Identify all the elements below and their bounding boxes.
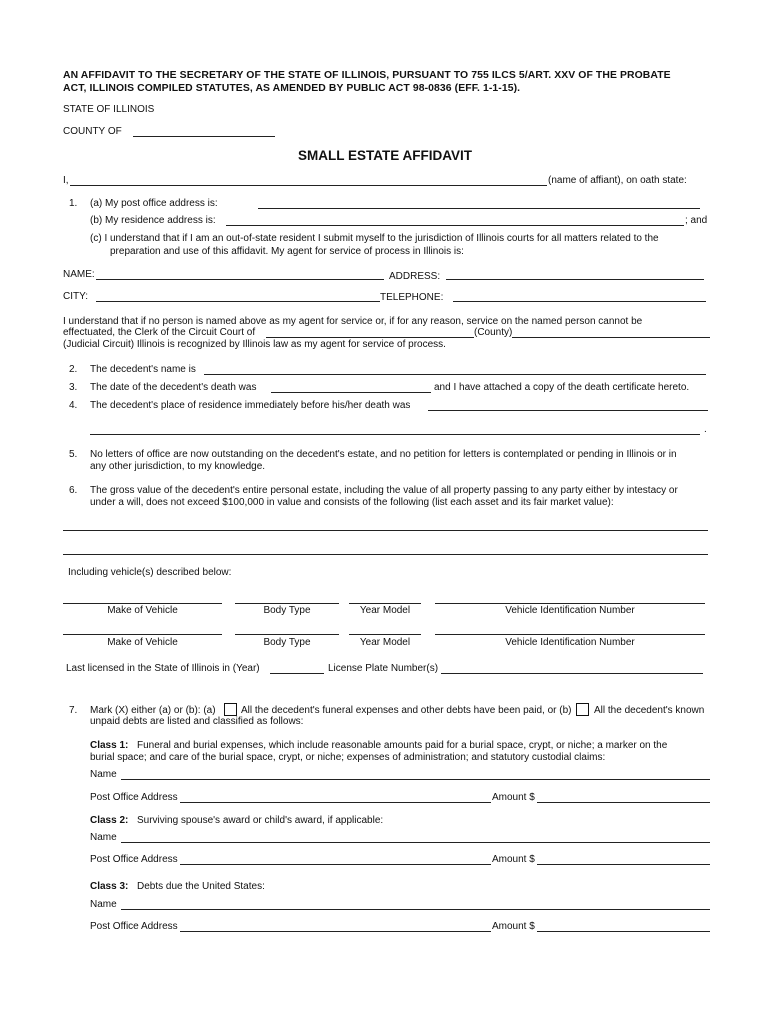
- agent-name-field[interactable]: [96, 279, 384, 280]
- class1-name-field[interactable]: [121, 779, 710, 780]
- county-field[interactable]: [133, 136, 275, 137]
- agent-telephone-label: TELEPHONE:: [380, 292, 444, 303]
- residence-address-field[interactable]: [226, 225, 684, 226]
- vehicle2-make-field[interactable]: [63, 634, 222, 635]
- class2-name-label: Name: [90, 832, 117, 843]
- vehicle1-make-field[interactable]: [63, 603, 222, 604]
- item1c-line1: (c) I understand that if I am an out-of-state resident I submit myself to the jurisdiction of Illinois courts for all matters related to the: [90, 233, 659, 244]
- vehicle2-year-label: Year Model: [359, 637, 411, 648]
- vehicle1-year-label: Year Model: [359, 605, 411, 616]
- vehicles-intro: Including vehicle(s) described below:: [68, 567, 232, 578]
- item1-number: 1.: [69, 198, 78, 209]
- item4-label: The decedent's place of residence immediately before his/her death was: [90, 400, 411, 411]
- class3-po-field[interactable]: [180, 931, 491, 932]
- class3-text: Debts due the United States:: [137, 881, 265, 892]
- vehicle1-vin-label: Vehicle Identification Number: [505, 605, 635, 616]
- item5-line2: any other jurisdiction, to my knowledge.: [90, 461, 266, 472]
- vehicle2-body-label: Body Type: [263, 637, 311, 648]
- checkbox-a[interactable]: [224, 703, 237, 716]
- class1-po-label: Post Office Address: [90, 792, 178, 803]
- vehicle1-body-label: Body Type: [263, 605, 311, 616]
- affiant-suffix: (name of affiant), on oath state:: [548, 175, 687, 186]
- judicial-circuit-field[interactable]: [512, 337, 710, 338]
- affiant-prefix: I,: [63, 175, 69, 186]
- item1b-end: ; and: [685, 215, 708, 226]
- item3-suffix: and I have attached a copy of the death certificate hereto.: [434, 382, 690, 393]
- item7-line1b: All the decedent's funeral expenses and other debts have been paid, or (b): [241, 705, 572, 716]
- residence-before-death-field[interactable]: [428, 410, 708, 411]
- affiant-name-field[interactable]: [70, 185, 547, 186]
- class3-po-label: Post Office Address: [90, 921, 178, 932]
- class2-po-field[interactable]: [180, 864, 491, 865]
- post-office-address-field[interactable]: [258, 208, 700, 209]
- page-title: SMALL ESTATE AFFIDAVIT: [298, 148, 472, 163]
- residence-before-death-field-2[interactable]: [90, 434, 700, 435]
- vehicle2-body-field[interactable]: [235, 634, 339, 635]
- class2-po-label: Post Office Address: [90, 854, 178, 865]
- item3-number: 3.: [69, 382, 78, 393]
- class2-name-field[interactable]: [121, 842, 710, 843]
- item2-number: 2.: [69, 364, 78, 375]
- class2-text: Surviving spouse's award or child's award, if applicable:: [137, 815, 384, 826]
- item7-line1c: All the decedent's known: [594, 705, 705, 716]
- agent-telephone-field[interactable]: [453, 301, 706, 302]
- class3-label: Class 3:: [90, 881, 129, 892]
- class3-amount-label: Amount $: [492, 921, 535, 932]
- vehicle1-body-field[interactable]: [235, 603, 339, 604]
- vehicle2-year-field[interactable]: [349, 634, 421, 635]
- understand-line2b: (County): [474, 327, 513, 338]
- class1-line1: Funeral and burial expenses, which include reasonable amounts paid for a burial space, crypt, or niche; a marker on the: [137, 740, 668, 751]
- class1-line2: burial space; and care of the burial space, crypt, or niche; expenses of administration; and statutory custodial claims:: [90, 752, 606, 763]
- item7-line1a: Mark (X) either (a) or (b): (a): [90, 705, 216, 716]
- checkbox-b[interactable]: [576, 703, 589, 716]
- item1c-line2: preparation and use of this affidavit. My agent for service of process in Illinois is:: [110, 246, 464, 257]
- item3-label: The date of the decedent's death was: [90, 382, 257, 393]
- class2-label: Class 2:: [90, 815, 129, 826]
- item7-line2: unpaid debts are listed and classified as follows:: [90, 716, 304, 727]
- decedent-name-field[interactable]: [204, 374, 706, 375]
- understand-line3: (Judicial Circuit) Illinois is recognized by Illinois law as my agent for service of process.: [63, 339, 446, 350]
- asset-list-line-1[interactable]: [63, 530, 708, 531]
- class3-amount-field[interactable]: [537, 931, 710, 932]
- item6-line2: under a will, does not exceed $100,000 in value and consists of the following (list each asset and its fair market value):: [90, 497, 614, 508]
- agent-address-field[interactable]: [446, 279, 704, 280]
- county-label: COUNTY OF: [63, 126, 122, 137]
- vehicle1-year-field[interactable]: [349, 603, 421, 604]
- agent-city-field[interactable]: [96, 301, 380, 302]
- vehicle1-vin-field[interactable]: [435, 603, 705, 604]
- understand-line2a: effectuated, the Clerk of the Circuit Court of: [63, 327, 256, 338]
- class2-amount-label: Amount $: [492, 854, 535, 865]
- plate-number-field[interactable]: [441, 673, 703, 674]
- class1-label: Class 1:: [90, 740, 129, 751]
- vehicle2-vin-field[interactable]: [435, 634, 705, 635]
- item1a-label: (a) My post office address is:: [90, 198, 218, 209]
- item4-period: .: [704, 424, 707, 435]
- item1b-label: (b) My residence address is:: [90, 215, 216, 226]
- class1-amount-field[interactable]: [537, 802, 710, 803]
- class2-amount-field[interactable]: [537, 864, 710, 865]
- item7-number: 7.: [69, 705, 78, 716]
- agent-address-label: ADDRESS:: [389, 271, 441, 282]
- last-licensed-label: Last licensed in the State of Illinois in (Year): [66, 663, 260, 674]
- plate-label: License Plate Number(s): [328, 663, 439, 674]
- last-licensed-year-field[interactable]: [270, 673, 324, 674]
- vehicle2-make-label: Make of Vehicle: [107, 637, 178, 648]
- date-of-death-field[interactable]: [271, 392, 431, 393]
- vehicle1-make-label: Make of Vehicle: [107, 605, 178, 616]
- class1-amount-label: Amount $: [492, 792, 535, 803]
- item4-number: 4.: [69, 400, 78, 411]
- statute-header-line1: AN AFFIDAVIT TO THE SECRETARY OF THE STATE OF ILLINOIS, PURSUANT TO 755 ILCS 5/ART. XXV OF THE PROBATE: [63, 70, 671, 81]
- state-label: STATE OF ILLINOIS: [63, 104, 155, 115]
- statute-header-line2: ACT, ILLINOIS COMPILED STATUTES, AS AMENDED BY PUBLIC ACT 98-0836 (EFF. 1-1-15).: [63, 83, 521, 94]
- circuit-court-county-field[interactable]: [266, 337, 474, 338]
- item5-number: 5.: [69, 449, 78, 460]
- item6-line1: The gross value of the decedent's entire personal estate, including the value of all property passing to any party either by intestacy or: [90, 485, 678, 496]
- item2-label: The decedent's name is: [90, 364, 196, 375]
- agent-name-label: NAME:: [63, 269, 95, 280]
- class3-name-field[interactable]: [121, 909, 710, 910]
- vehicle2-vin-label: Vehicle Identification Number: [505, 637, 635, 648]
- agent-city-label: CITY:: [63, 291, 89, 302]
- class1-po-field[interactable]: [180, 802, 491, 803]
- class3-name-label: Name: [90, 899, 117, 910]
- item5-line1: No letters of office are now outstanding on the decedent's estate, and no petition for letters is contemplated or pending in Illinois or in: [90, 449, 677, 460]
- understand-line1: I understand that if no person is named above as my agent for service or, if for any reason, service on the named person cannot be: [63, 316, 643, 327]
- item6-number: 6.: [69, 485, 78, 496]
- asset-list-line-2[interactable]: [63, 554, 708, 555]
- class1-name-label: Name: [90, 769, 117, 780]
